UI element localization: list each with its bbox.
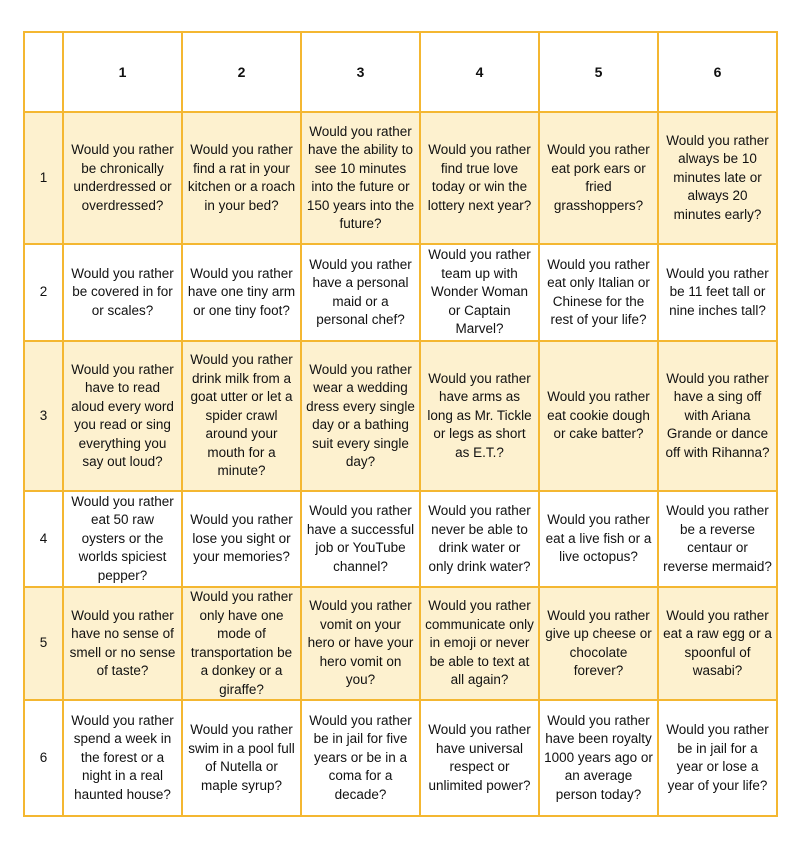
column-header-row [24,32,777,112]
question-cell: Would you rather never be able to drink water or only drink water? [420,491,539,587]
question-cell: Would you rather swim in a pool full of Nutella or maple syrup? [182,700,301,816]
row-header-5: 5 [24,587,63,700]
question-cell: Would you rather vomit on your hero or have your hero vomit on you? [301,587,420,700]
column-header-4: 4 [420,32,539,112]
column-header-5: 5 [539,32,658,112]
question-cell: Would you rather eat pork ears or fried grasshoppers? [539,112,658,244]
question-cell: Would you rather eat 50 raw oysters or the worlds spiciest pepper? [63,491,182,587]
question-cell: Would you rather have a sing off with Ariana Grande or dance off with Rihanna? [658,341,777,491]
question-cell: Would you rather give up cheese or chocolate forever? [539,587,658,700]
question-cell: Would you rather only have one mode of transportation be a donkey or a giraffe? [182,587,301,700]
question-cell: Would you rather team up with Wonder Woman or Captain Marvel? [420,244,539,341]
row-header-4: 4 [24,491,63,587]
question-cell: Would you rather have one tiny arm or one tiny foot? [182,244,301,341]
question-cell: Would you rather drink milk from a goat utter or let a spider crawl around your mouth for a minute? [182,341,301,491]
question-cell: Would you rather eat a raw egg or a spoonful of wasabi? [658,587,777,700]
question-cell: Would you rather find true love today or win the lottery next year? [420,112,539,244]
question-cell: Would you rather eat only Italian or Chinese for the rest of your life? [539,244,658,341]
row-header-6: 6 [24,700,63,816]
question-cell: Would you rather have arms as long as Mr. Tickle or legs as short as E.T.? [420,341,539,491]
column-header-1: 1 [63,32,182,112]
question-cell: Would you rather have a successful job or YouTube channel? [301,491,420,587]
row-header-3: 3 [24,341,63,491]
question-cell: Would you rather wear a wedding dress every single day or a bathing suit every single day? [301,341,420,491]
row-header-2: 2 [24,244,63,341]
grid-row-6 [24,700,777,816]
grid-row-1 [24,112,777,244]
question-cell: Would you rather be in jail for five years or be in a coma for a decade? [301,700,420,816]
question-cell: Would you rather find a rat in your kitchen or a roach in your bed? [182,112,301,244]
column-header-3: 3 [301,32,420,112]
question-cell: Would you rather have no sense of smell or no sense of taste? [63,587,182,700]
question-cell: Would you rather communicate only in emoji or never be able to text at all again? [420,587,539,700]
question-cell: Would you rather have been royalty 1000 years ago or an average person today? [539,700,658,816]
would-you-rather-grid [23,31,778,817]
question-cell: Would you rather spend a week in the forest or a night in a real haunted house? [63,700,182,816]
question-cell: Would you rather eat a live fish or a live octopus? [539,491,658,587]
question-cell: Would you rather have universal respect or unlimited power? [420,700,539,816]
question-cell: Would you rather be chronically underdressed or overdressed? [63,112,182,244]
question-cell: Would you rather have a personal maid or a personal chef? [301,244,420,341]
row-header-1: 1 [24,112,63,244]
question-cell: Would you rather have to read aloud every word you read or sing everything you say out loud? [63,341,182,491]
question-cell: Would you rather have the ability to see 10 minutes into the future or 150 years into the future? [301,112,420,244]
grid-row-3 [24,341,777,491]
column-header-6: 6 [658,32,777,112]
question-cell: Would you rather lose you sight or your memories? [182,491,301,587]
question-cell: Would you rather be 11 feet tall or nine inches tall? [658,244,777,341]
question-cell: Would you rather always be 10 minutes late or always 20 minutes early? [658,112,777,244]
question-cell: Would you rather be covered in for or scales? [63,244,182,341]
question-cell: Would you rather eat cookie dough or cake batter? [539,341,658,491]
column-header-2: 2 [182,32,301,112]
question-cell: Would you rather be in jail for a year or lose a year of your life? [658,700,777,816]
grid-row-4 [24,491,777,587]
grid-row-2 [24,244,777,341]
grid-row-5 [24,587,777,700]
question-cell: Would you rather be a reverse centaur or reverse mermaid? [658,491,777,587]
corner-cell [24,32,63,112]
